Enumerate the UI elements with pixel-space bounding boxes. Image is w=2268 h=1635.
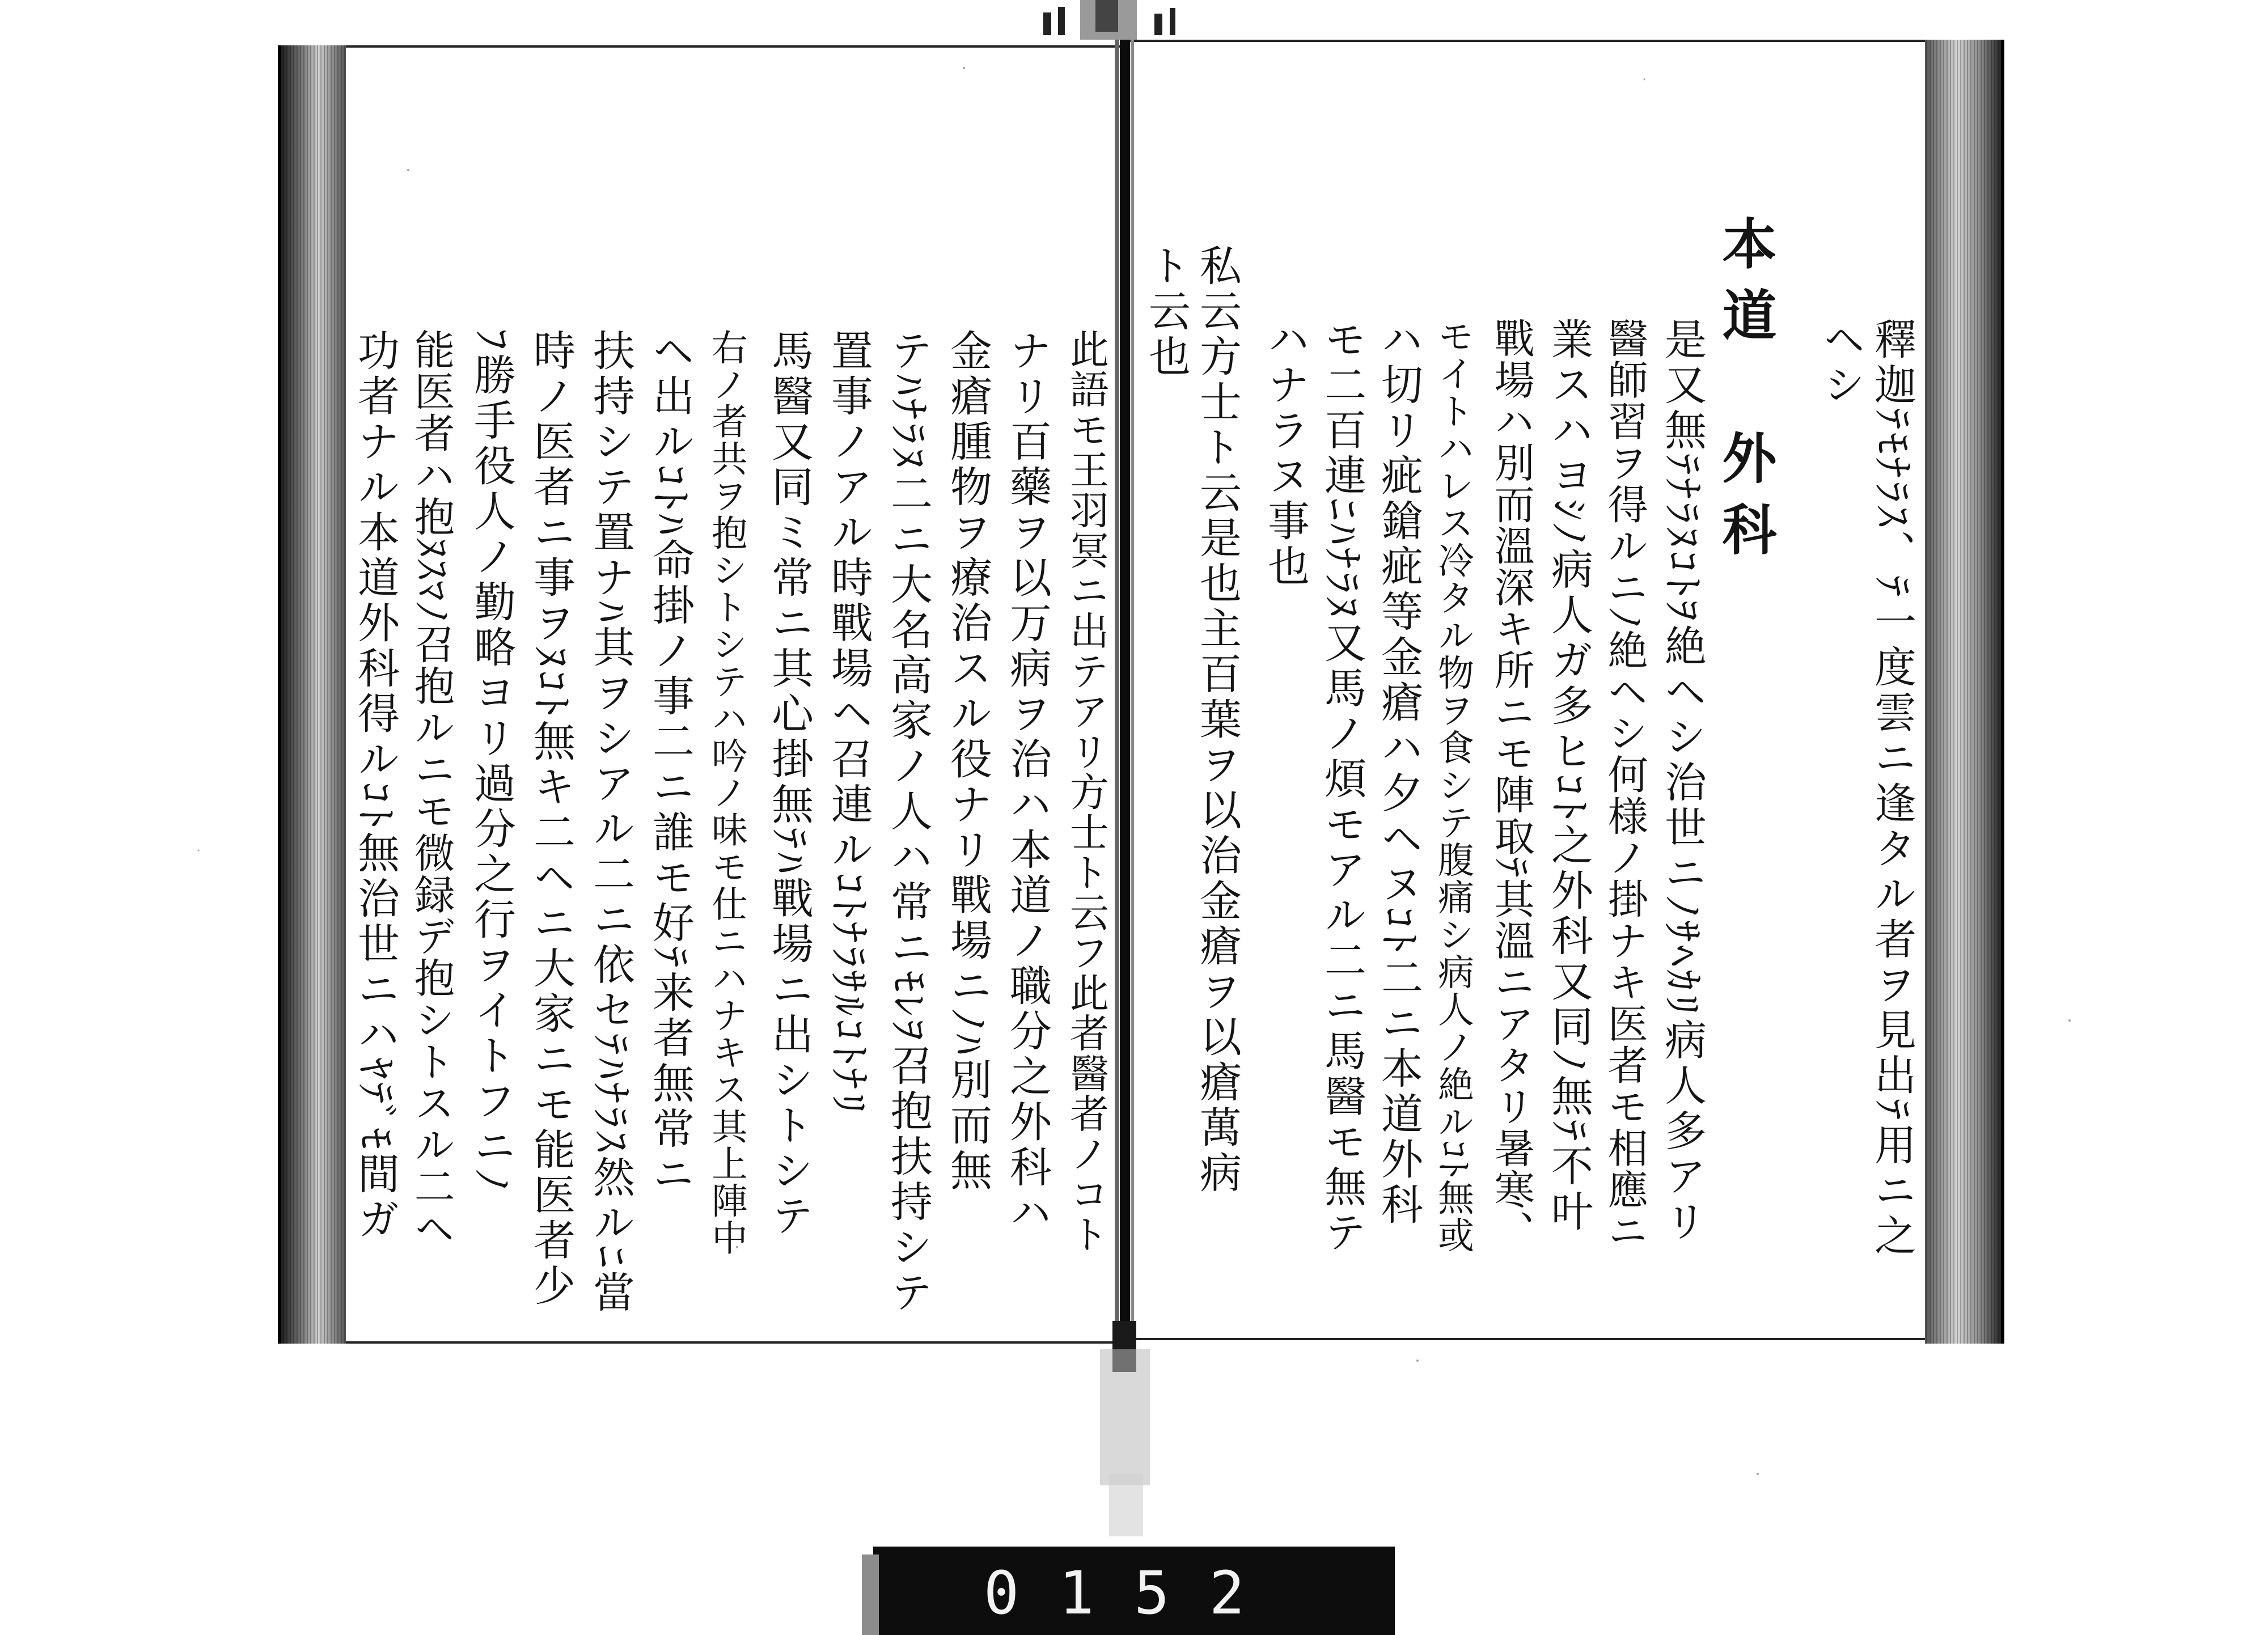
left-col-10: 時ノ医者ニ事ヲﾇｺﾄ無キ二ヘニ大家ニモ能医者少 [527,329,576,1309]
right-col-1: 釋迦ﾃﾓﾅﾗｽ、ﾃ一度雲ニ逢タル者ヲ見出ﾃ用ニ之 [1868,317,1916,1259]
right-col-2: ヘシ [1817,317,1865,408]
left-col-11: ﾌ勝手役人ノ勤略ヨリ過分之行ヲイトフニﾉ [467,329,516,1194]
left-col-3: 金瘡腫物ヲ療治スル役ナリ戰場ニﾉﾊ別而無 [943,329,992,1194]
left-col-4: テﾊﾅﾗﾇ二ニ大名高家ノ人ハ常ニﾓﾚｦ召抱扶持シテ [884,329,933,1316]
right-col-7: 戰場ハ別而溫深キ所ニモ陣取ﾃ其溫ニアタリ暑寒、 [1488,317,1535,1252]
left-col-8: ヘ出ルｺﾄﾊ命掛ノ事二ニ誰モ好ﾃ来者無常ニ [646,329,695,1197]
left-col-1: 此語モ王羽冥ニ出テアリ方士ト云フ此者醫者ノコト [1063,329,1108,1255]
left-col-9: 扶持シテ置ナﾊ其ヲシアル二ニ依セﾃﾊﾅﾗｽ然ルﾆ當 [586,329,635,1316]
right-col-8: モイトハレス冷タル物ヲ食シテ腹痛シ病人ノ絶ルｺﾄ無或 [1431,317,1474,1254]
right-col-6: 業スハヨｼﾉ病人ガ多ヒｺﾄ之外科又同ﾉ無ﾃ不叶 [1545,317,1593,1235]
binding-marks [1043,0,1175,40]
right-heading: 本道 外科 [1713,215,1778,573]
left-col-6: 馬醫又同ミ常ニ其心掛無ﾃﾊ戰場ニ出シトシテ [765,329,814,1239]
left-col-5: 置事ノアル時戰場ヘ召連ルｺﾄﾅﾗｻﾙｺﾄﾅﾘ [824,329,873,1117]
right-col-10: モ二百連ﾆﾊﾅﾗﾇ又馬ノ煩モアル二ニ馬醫モ無テ [1318,317,1366,1256]
right-col-4: 是又無ﾃﾅﾗﾇｺﾄｦ絶ヘシ治世ニﾉｻﾍｶﾘ病人多アリ [1658,317,1707,1245]
right-col-12: 私云方士ト云是也主百葉ヲ以治金瘡ヲ以瘡萬病 [1193,244,1242,1196]
right-page-edge [1925,40,2004,1344]
frame-number: 0152 [983,1558,1285,1628]
right-col-9: ハ切リ疵鎗疵等金瘡ハ夕ヘヌｺﾄ二ニ本道外科 [1374,317,1423,1228]
right-col-5: 醫師習ヲ得ルニﾉ絶ヘシ何様ノ掛ナキ医者モ相應ニ [1601,317,1649,1252]
left-col-12: 能医者ハ抱ﾇｽﾏﾉ召抱ルニモ微録デ抱シトスル二ヘ [408,329,455,1249]
left-col-13: 功者ナル本道外科得ルｺﾄ無治世ニハﾔﾃﾞﾓ間ガ [351,329,400,1243]
left-col-2: ナリ百藥ヲ以万病ヲ治ハ本道ノ職分之外科ハ [1003,329,1052,1236]
right-col-13: ト云也 [1142,244,1191,380]
right-col-11: ハナラヌ事也 [1261,317,1310,590]
left-col-7: 右ノ者共ヲ抱シトシテハ吟ノ味モ仕ニハナキス其上陣中 [706,329,748,1257]
left-page-edge [278,45,346,1344]
